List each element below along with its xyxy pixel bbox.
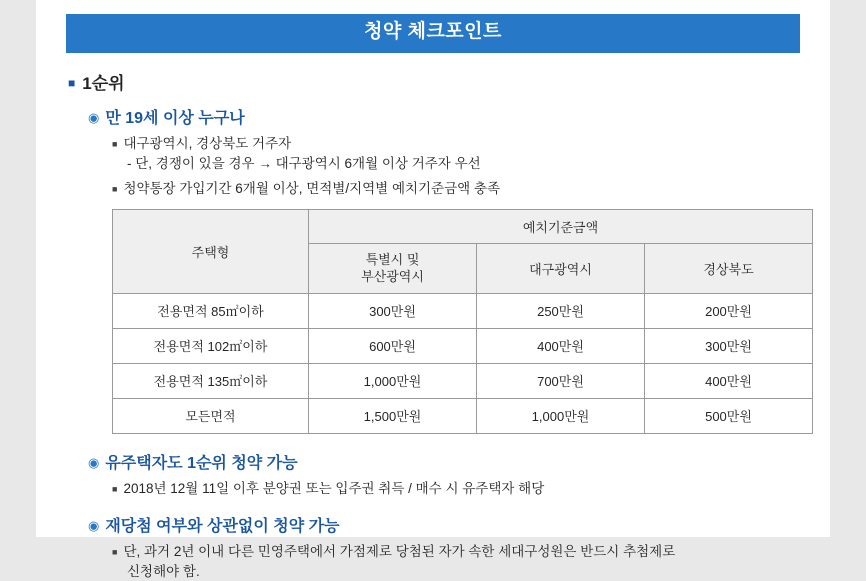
circle-bullet-icon: ◉ [88, 109, 100, 125]
deposit-standard-table [112, 209, 813, 434]
document-content [36, 0, 830, 581]
bullet-item-label: 청약통장 가입기간 6개월 이상, 면적별/지역별 예치기준금액 충족 [123, 180, 501, 196]
table-row [113, 398, 813, 433]
table-cell-value: 200만원 [645, 293, 813, 328]
subheading-2-label: 유주택자도 1순위 청약 가능 [105, 454, 298, 472]
table-header-col-1 [309, 243, 477, 293]
circle-bullet-icon: ◉ [88, 517, 100, 533]
table-cell-value: 400만원 [477, 328, 645, 363]
table-row [113, 328, 813, 363]
table-cell-type: 전용면적 135㎡이하 [113, 363, 309, 398]
bullet-item [112, 543, 800, 561]
section-heading-1 [68, 69, 800, 94]
table-cell-value: 600만원 [309, 328, 477, 363]
table-cell-value: 700만원 [477, 363, 645, 398]
table-cell-value: 400만원 [645, 363, 813, 398]
table-header-housing-type: 주택형 [113, 209, 309, 293]
subheading-1-label: 만 19세 이상 누구나 [105, 109, 245, 127]
table-cell-value: 1,000만원 [477, 398, 645, 433]
table-cell-value: 500만원 [645, 398, 813, 433]
bullet-item-label: 2018년 12월 11일 이후 분양권 또는 입주권 취득 / 매수 시 유주택자 해당 [123, 480, 545, 496]
section-banner: 청약 체크포인트 [66, 14, 800, 53]
table-header-col-2: 대구광역시 [477, 243, 645, 293]
table-cell-value: 1,000만원 [309, 363, 477, 398]
document-page [36, 0, 830, 579]
small-square-icon: ■ [112, 483, 118, 494]
table-cell-value: 300만원 [309, 293, 477, 328]
table-cell-value: 300만원 [645, 328, 813, 363]
circle-bullet-icon: ◉ [88, 454, 100, 470]
small-square-icon: ■ [112, 183, 118, 194]
subheading-3 [88, 513, 800, 536]
bullet-item-label: 대구광역시, 경상북도 거주자 [123, 135, 292, 151]
table-cell-type: 모든면적 [113, 398, 309, 433]
bullet-item [112, 480, 800, 498]
subheading-3-label: 재당첨 여부와 상관없이 청약 가능 [105, 517, 340, 535]
table-header-col-1-line1: 특별시 및 [365, 251, 420, 267]
bullet-item [112, 135, 800, 153]
table-header-row-1 [113, 209, 813, 243]
subheading-2 [88, 450, 800, 473]
subheading-1 [88, 105, 800, 128]
table-cell-type: 전용면적 102㎡이하 [113, 328, 309, 363]
table-cell-type: 전용면적 85㎡이하 [113, 293, 309, 328]
table-header-col-3: 경상북도 [645, 243, 813, 293]
table-cell-value: 250만원 [477, 293, 645, 328]
bullet-subline: 신청해야 함. [127, 563, 200, 579]
small-square-icon: ■ [112, 138, 118, 149]
table-header-col-1-line2: 부산광역시 [361, 269, 424, 285]
small-square-icon: ■ [112, 546, 118, 557]
section-heading-1-label: 1순위 [82, 73, 125, 93]
table-row [113, 363, 813, 398]
bullet-subline: - 단, 경쟁이 있을 경우 → 대구광역시 6개월 이상 거주자 우선 [127, 155, 481, 171]
bullet-item [112, 180, 800, 198]
table-cell-value: 1,500만원 [309, 398, 477, 433]
table-row [113, 293, 813, 328]
table-header-deposit-group: 예치기준금액 [309, 209, 813, 243]
square-bullet-icon: ■ [68, 75, 76, 90]
bullet-item-label: 단, 과거 2년 이내 다른 민영주택에서 가점제로 당첨된 자가 속한 세대구성원은 반드시 추첨제로 [123, 543, 676, 559]
